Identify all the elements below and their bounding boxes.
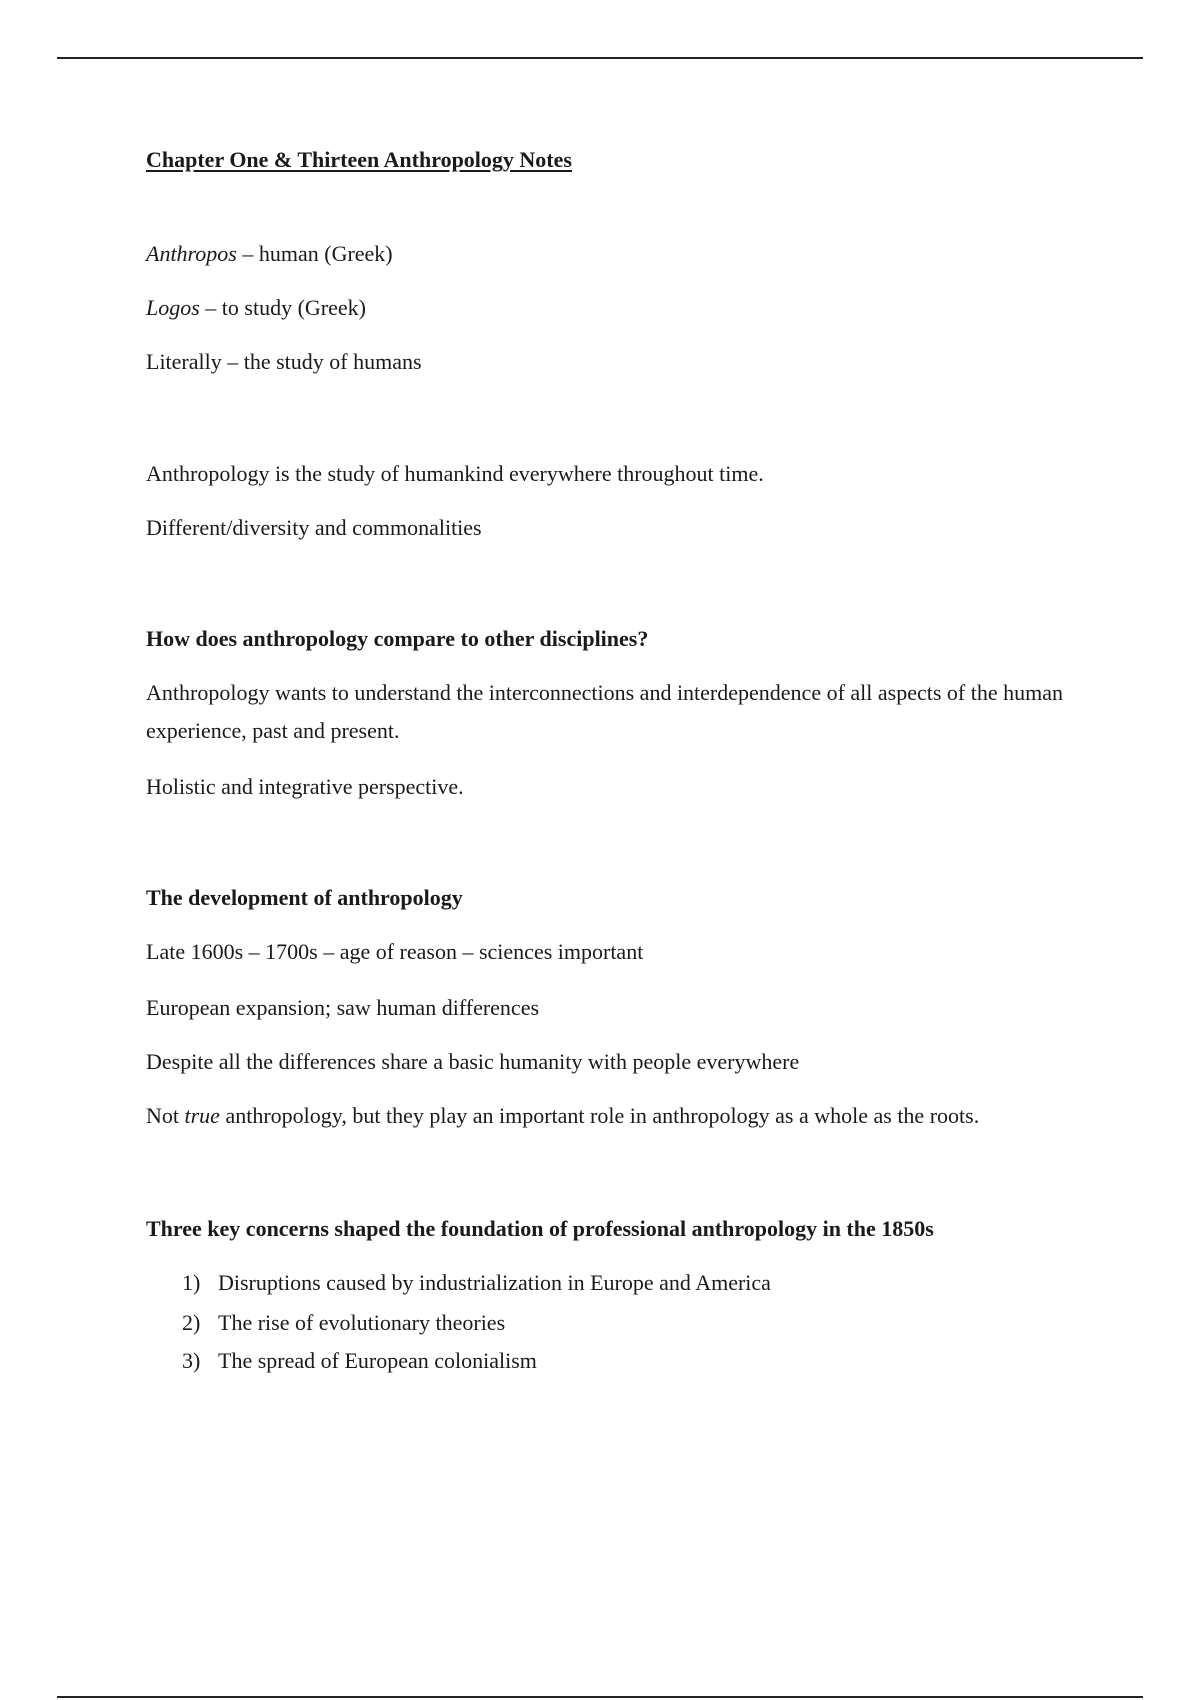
list-text: The rise of evolutionary theories: [218, 1310, 506, 1335]
definition-term: Logos: [146, 295, 200, 320]
list-item: [182, 1342, 537, 1380]
definition-term: Anthropos: [146, 241, 237, 266]
list-text: Disruptions caused by industrialization in Europe and America: [218, 1270, 771, 1295]
roots-text-emphasis: true: [184, 1103, 220, 1128]
section-heading-concerns: Three key concerns shaped the foundation of professional anthropology in the 1850s: [146, 1216, 934, 1241]
section-heading-development: The development of anthropology: [146, 885, 463, 910]
list-item: [182, 1304, 505, 1342]
development-line: Despite all the differences share a basic humanity with people everywhere: [146, 1049, 800, 1074]
definition-anthropos: [146, 235, 393, 273]
bottom-rule: [57, 1696, 1143, 1698]
list-item: [182, 1264, 771, 1302]
compare-paragraph: Anthropology wants to understand the interconnections and interdependence of all aspects of the human experience, past and present.: [146, 680, 1064, 743]
roots-text-post: anthropology, but they play an important role in anthropology as a whole as the roots.: [219, 1103, 980, 1128]
compare-paragraph-2: Holistic and integrative perspective.: [146, 774, 464, 799]
intro-line: Different/diversity and commonalities: [146, 515, 482, 540]
page-title: Chapter One & Thirteen Anthropology Notes: [146, 147, 572, 172]
list-text: The spread of European colonialism: [218, 1348, 537, 1373]
section-heading-compare: How does anthropology compare to other disciplines?: [146, 626, 649, 651]
literally-line: Literally – the study of humans: [146, 349, 422, 374]
roots-text-pre: Not: [146, 1103, 185, 1128]
top-rule: [57, 57, 1143, 59]
intro-line: Anthropology is the study of humankind everywhere throughout time.: [146, 461, 764, 486]
list-number: 2): [182, 1310, 201, 1335]
list-number: 1): [182, 1270, 201, 1295]
development-line: European expansion; saw human differences: [146, 995, 540, 1020]
definition-text: – to study (Greek): [199, 295, 366, 320]
development-line: Late 1600s – 1700s – age of reason – sciences important: [146, 939, 644, 964]
list-number: 3): [182, 1348, 201, 1373]
definition-text: – human (Greek): [236, 241, 393, 266]
definition-logos: [146, 289, 366, 327]
development-line-roots: [146, 1097, 979, 1135]
